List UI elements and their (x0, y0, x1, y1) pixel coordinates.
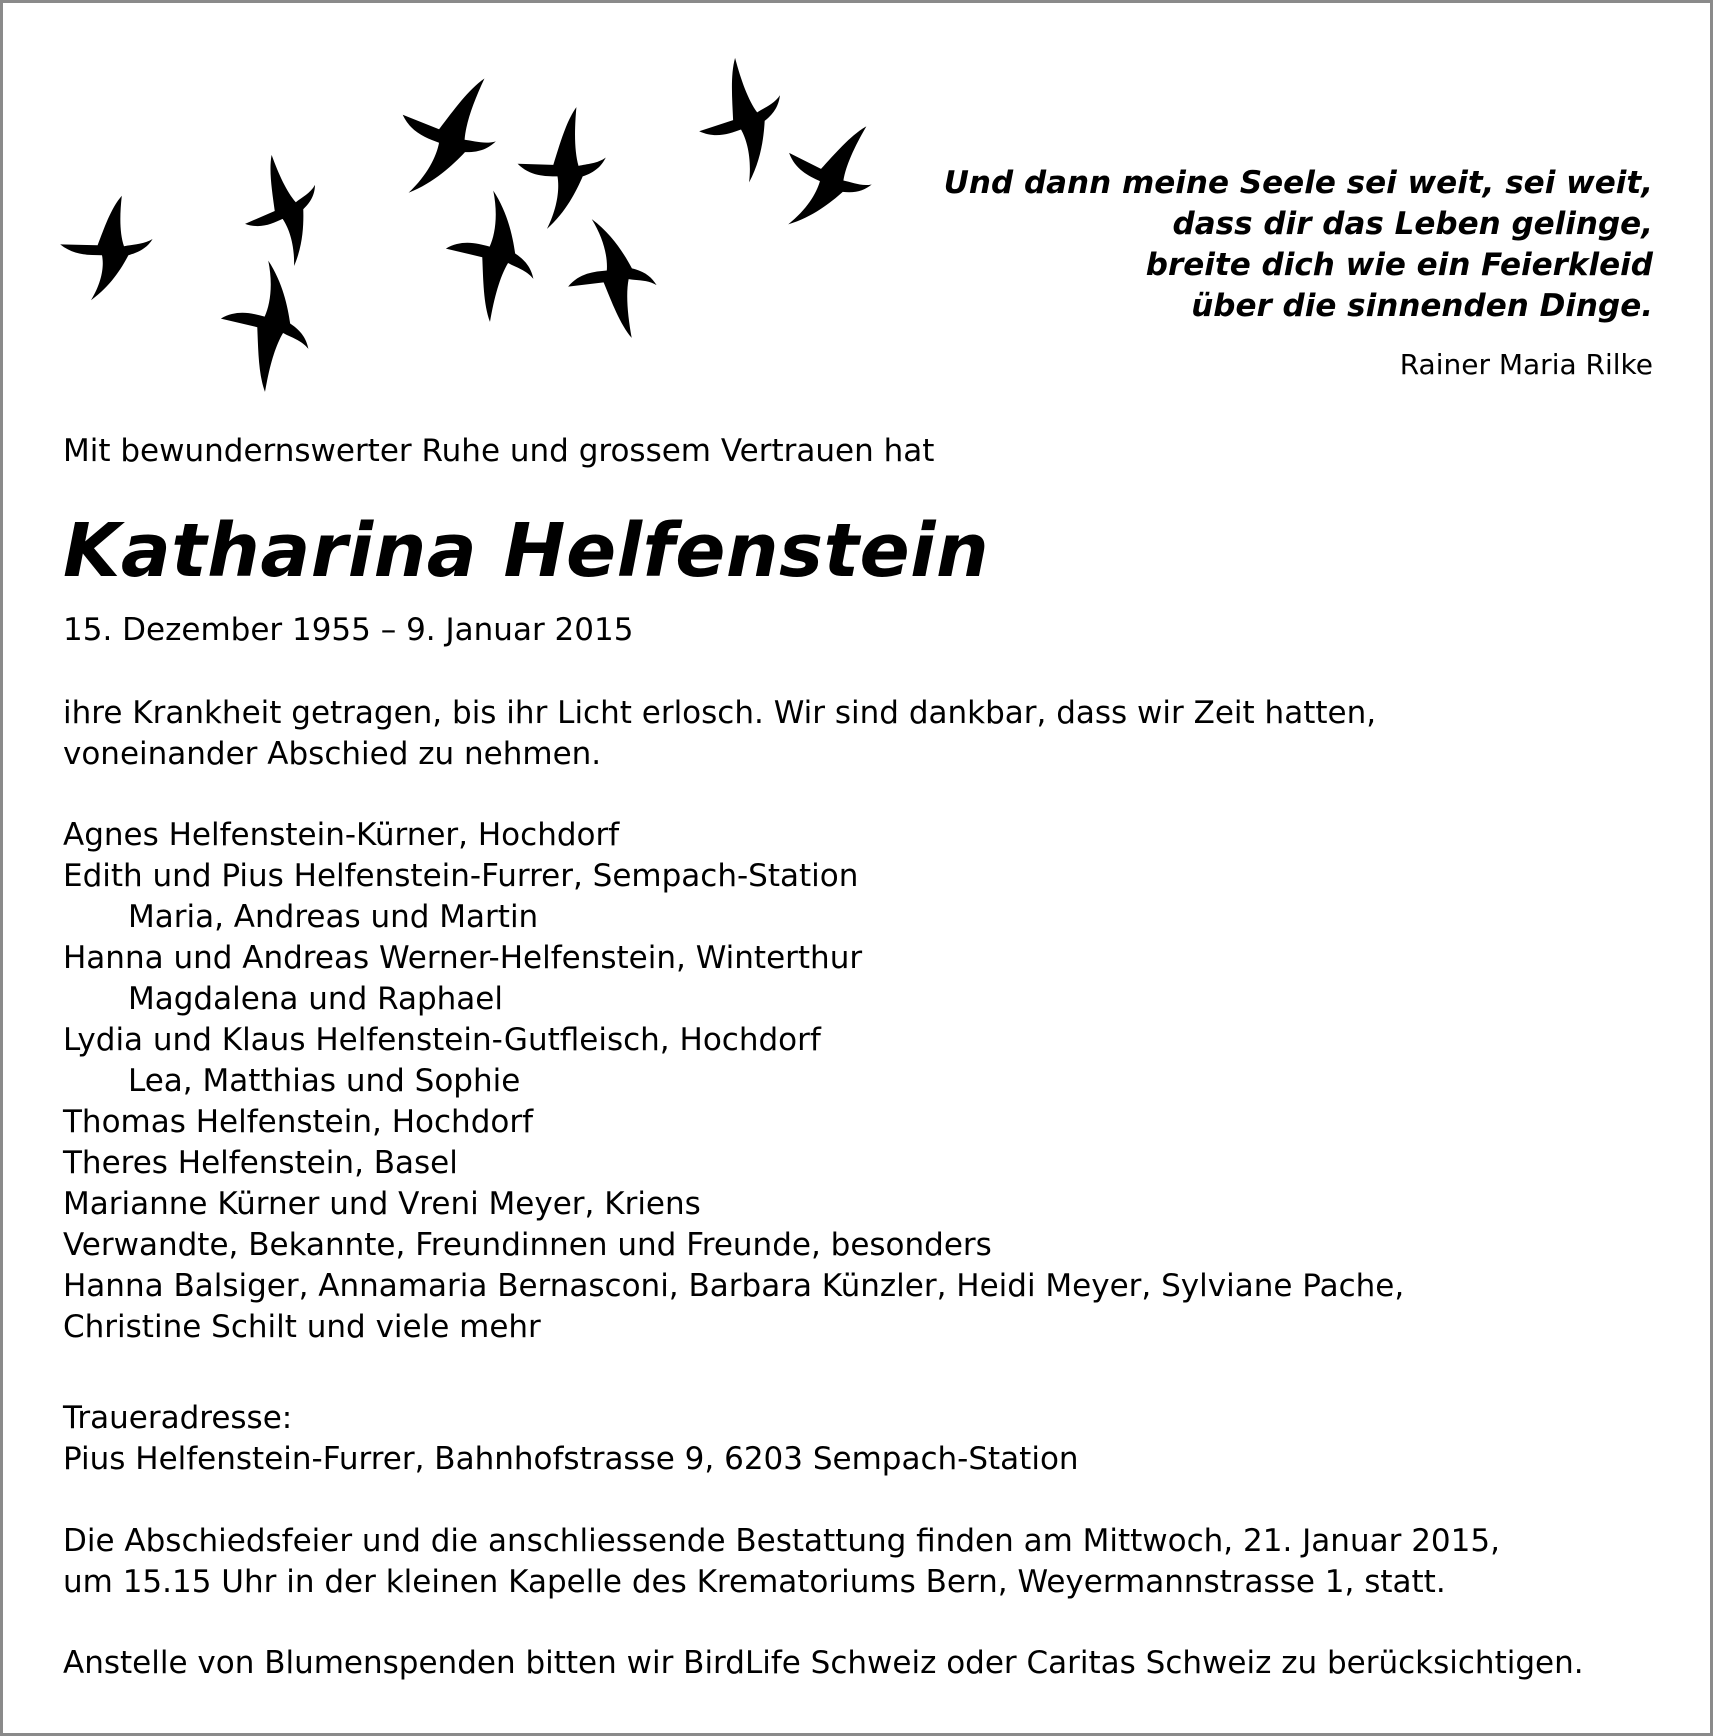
address-label: Traueradresse: (63, 1400, 293, 1436)
message-text (63, 693, 1376, 775)
address-value: Pius Helfenstein-Furrer, Bahnhofstrasse 9, 6203 Sempach-Station (63, 1441, 1079, 1477)
message-line: voneinander Abschied zu nehmen. (63, 736, 602, 772)
mourner-line: Agnes Helfenstein-Kürner, Hochdorf (63, 817, 620, 853)
donation-text: Anstelle von Blumenspenden bitten wir BirdLife Schweiz oder Caritas Schweiz zu berücksichtigen. (63, 1645, 1584, 1681)
intro-text: Mit bewundernswerter Ruhe und grossem Vertrauen hat (63, 433, 935, 469)
rilke-quote (944, 163, 1653, 327)
mourner-line: Hanna Balsiger, Annamaria Bernasconi, Barbara Künzler, Heidi Meyer, Sylviane Pache, (63, 1268, 1405, 1304)
quote-line: über die sinnenden Dinge. (1191, 288, 1653, 324)
ceremony-text (63, 1521, 1500, 1603)
mourners-list (63, 815, 1404, 1348)
mourner-line: Edith und Pius Helfenstein-Furrer, Sempach-Station (63, 858, 859, 894)
life-dates: 15. Dezember 1955 – 9. Januar 2015 (63, 612, 634, 648)
quote-line: breite dich wie ein Feierkleid (1145, 247, 1653, 283)
ceremony-line: um 15.15 Uhr in der kleinen Kapelle des Krematoriums Bern, Weyermannstrasse 1, statt. (63, 1564, 1446, 1600)
mourning-address (63, 1398, 1079, 1480)
mourner-line: Lea, Matthias und Sophie (128, 1063, 521, 1099)
ceremony-line: Die Abschiedsfeier und die anschliessende Bestattung finden am Mittwoch, 21. Januar 2015, (63, 1523, 1500, 1559)
mourner-line: Hanna und Andreas Werner-Helfenstein, Winterthur (63, 940, 863, 976)
deceased-name: Katharina Helfenstein (63, 508, 990, 594)
mourner-line: Maria, Andreas und Martin (128, 899, 539, 935)
mourner-line: Marianne Kürner und Vreni Meyer, Kriens (63, 1186, 701, 1222)
mourner-line: Christine Schilt und viele mehr (63, 1309, 541, 1345)
quote-author: Rainer Maria Rilke (1399, 348, 1653, 381)
quote-line: dass dir das Leben gelinge, (1172, 206, 1653, 242)
mourner-line: Lydia und Klaus Helfenstein-Gutfleisch, Hochdorf (63, 1022, 821, 1058)
quote-line: Und dann meine Seele sei weit, sei weit, (943, 165, 1653, 201)
mourner-line: Theres Helfenstein, Basel (63, 1145, 458, 1181)
mourner-line: Magdalena und Raphael (128, 981, 503, 1017)
mourner-line: Thomas Helfenstein, Hochdorf (63, 1104, 533, 1140)
swallows-icon (58, 58, 908, 398)
mourner-line: Verwandte, Bekannte, Freundinnen und Freunde, besonders (63, 1227, 992, 1263)
message-line: ihre Krankheit getragen, bis ihr Licht erlosch. Wir sind dankbar, dass wir Zeit hatten, (63, 695, 1377, 731)
